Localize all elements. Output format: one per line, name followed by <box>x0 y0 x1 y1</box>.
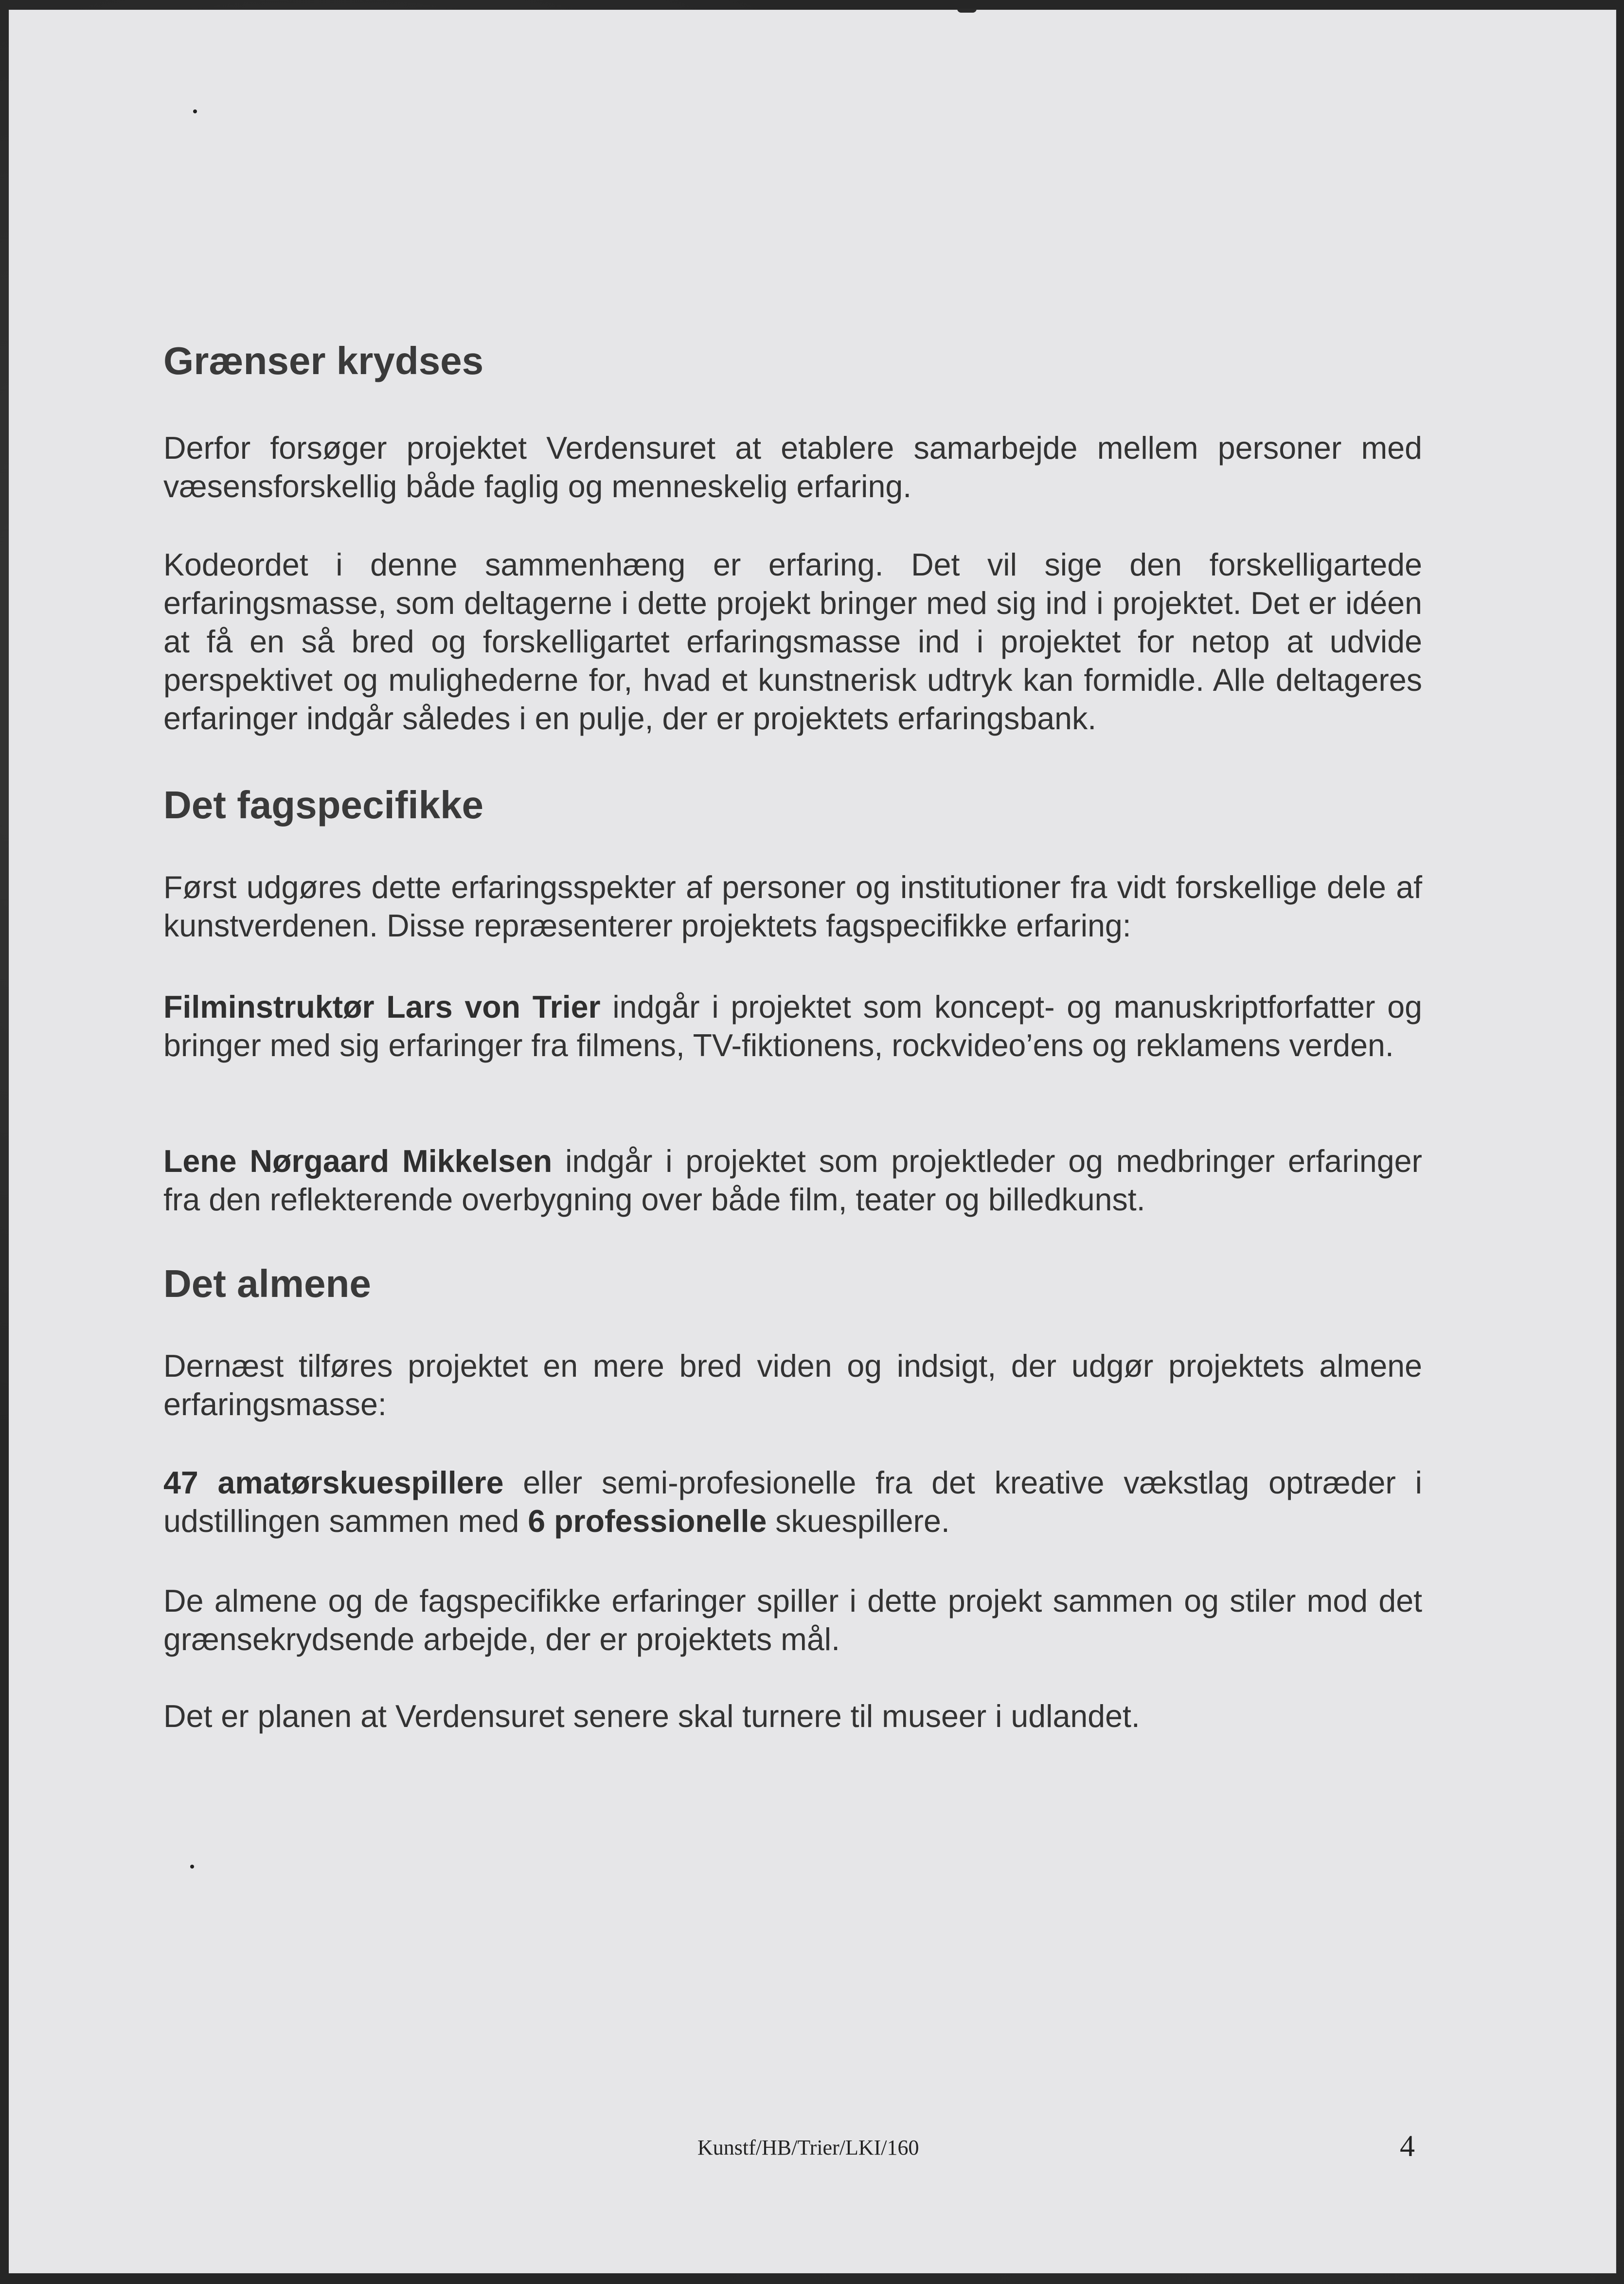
punch-mark-bottom <box>190 1865 194 1869</box>
paragraph-text: De almene og de fagspecifikke erfaringer spiller i dette projekt sammen og stiler mod det grænsekrydsende arbejde, der er projektets mål. <box>163 1583 1422 1657</box>
section-heading-det-almene: Det almene <box>163 1262 371 1305</box>
paragraph-dernaest <box>163 1347 1422 1424</box>
bold-count-amateurs: 47 amatørskuespillere <box>163 1465 504 1500</box>
paragraph-text: skuespillere. <box>767 1504 950 1539</box>
paragraph-intro <box>163 429 1422 506</box>
paragraph-text: Derfor forsøger projektet Verdensuret at etablere samarbejde mellem personer med væsensforskellig både faglig og menneskelig erfaring. <box>163 431 1422 504</box>
footer-reference: Kunstf/HB/Trier/LKI/160 <box>697 2136 919 2159</box>
section-heading-det-fagspecifikke: Det fagspecifikke <box>163 783 484 827</box>
punch-mark-top <box>193 109 197 113</box>
paragraph-kodeordet <box>163 546 1422 738</box>
paragraph-text: Det er planen at Verdensuret senere skal turnere til museer i udlandet. <box>163 1699 1140 1734</box>
paragraph-text: Kodeordet i denne sammenhæng er erfaring. Det vil sige den forskelligartede erfaringsmasse, som deltagerne i dette projekt bringer med sig ind i projektet. Det er idéen at få en så bred og forskelligartet erfaringsmasse ind i projektet for netop at udvide perspektivet og mulighederne for, hvad et kunstnerisk udtryk kan formidle. Alle deltageres erfaringer indgår således i en pulje, der er projektets erfaringsbank. <box>163 547 1422 736</box>
bold-name: Filminstruktør Lars von Trier <box>163 989 601 1025</box>
section-heading-graenser-krydses: Grænser krydses <box>163 339 484 382</box>
paragraph-forst <box>163 868 1422 945</box>
bold-name: Lene Nørgaard Mikkelsen <box>163 1144 553 1179</box>
paragraph-lars-von-trier <box>163 988 1422 1065</box>
paragraph-planen <box>163 1697 1422 1736</box>
paragraph-text: Først udgøres dette erfaringsspekter af personer og institutioner fra vidt forskellige dele af kunstverdenen. Disse repræsenterer projektets fagspecifikke erfaring: <box>163 870 1422 943</box>
paragraph-lene-norgaard <box>163 1142 1422 1219</box>
paragraph-text: Dernæst tilføres projektet en mere bred viden og indsigt, der udgør projektets almene erfaringsmasse: <box>163 1349 1422 1422</box>
paragraph-de-almene <box>163 1582 1422 1659</box>
paragraph-text: eller semi-profesionelle fra det kreative vækstlag optræder i udstillingen sammen med <box>163 1465 1422 1539</box>
page-number: 4 <box>1400 2130 1415 2163</box>
paper-notch <box>957 9 977 13</box>
paragraph-text: indgår i projektet som koncept- og manuskriptforfatter og bringer med sig erfaringer fra filmens, TV-fiktionens, rockvideo’ens og reklamens verden. <box>163 989 1422 1063</box>
paragraph-amatorskuespillere <box>163 1464 1422 1541</box>
paragraph-text: indgår i projektet som projektleder og medbringer erfaringer fra den reflekterende overbygning over både film, teater og billedkunst. <box>163 1144 1423 1217</box>
bold-count-professionals: 6 professionelle <box>528 1504 767 1539</box>
